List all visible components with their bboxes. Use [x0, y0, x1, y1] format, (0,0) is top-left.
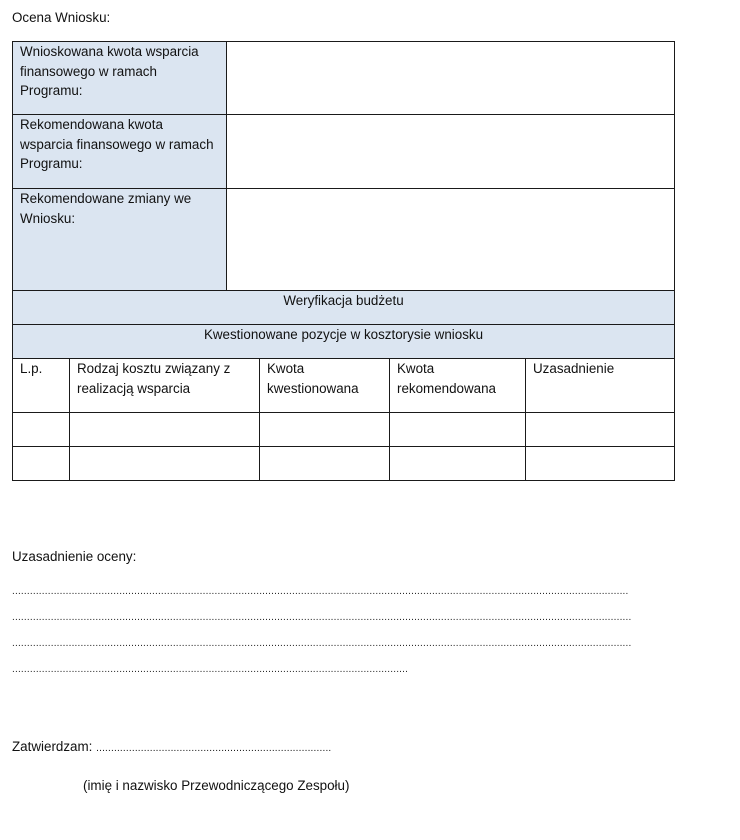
justification-line-3[interactable]: ................................................................................................................................................................................................................ — [12, 638, 632, 649]
table-row — [13, 447, 675, 481]
column-header-justification: Uzasadnienie — [526, 359, 675, 413]
cell-questioned-amount[interactable] — [260, 447, 390, 481]
approval-row — [12, 738, 331, 758]
justification-line-1[interactable]: ............................................................................................................................................................................................................... — [12, 586, 629, 597]
column-header-cost-type: Rodzaj kosztu związany z realizacją wsparcia — [70, 359, 260, 413]
justification-line-4[interactable]: ..................................................................................................................................... — [12, 664, 409, 675]
cell-justification[interactable] — [526, 413, 675, 447]
recommended-amount-label: Rekomendowana kwota wsparcia finansowego w ramach Programu: — [13, 115, 227, 189]
approval-signature-line[interactable]: ............................................................................... — [96, 743, 332, 754]
column-header-recommended-amount: Kwota rekomendowana — [390, 359, 526, 413]
recommended-changes-label: Rekomendowane zmiany we Wniosku: — [13, 189, 227, 291]
cell-recommended-amount[interactable] — [390, 447, 526, 481]
budget-table-header — [13, 359, 675, 413]
recommended-amount-field[interactable] — [227, 115, 675, 189]
justification-heading — [12, 548, 136, 566]
requested-amount-field[interactable] — [227, 42, 675, 115]
cell-lp[interactable] — [13, 447, 70, 481]
budget-section-title: Weryfikacja budżetu — [13, 291, 675, 325]
cell-lp[interactable] — [13, 413, 70, 447]
cell-recommended-amount[interactable] — [390, 413, 526, 447]
approval-label: Zatwierdzam: — [12, 739, 93, 754]
recommended-changes-row — [13, 189, 675, 291]
cell-cost-type[interactable] — [70, 413, 260, 447]
approval-name-hint: (imię i nazwisko Przewodniczącego Zespołu) — [83, 778, 350, 793]
table-row — [13, 413, 675, 447]
justification-label: Uzasadnienie oceny — [12, 549, 133, 564]
questioned-items-row — [13, 325, 675, 359]
recommended-changes-field[interactable] — [227, 189, 675, 291]
budget-section-row — [13, 291, 675, 325]
cell-cost-type[interactable] — [70, 447, 260, 481]
requested-amount-label: Wnioskowana kwota wsparcia finansowego w ramach Programu: — [13, 42, 227, 115]
column-header-questioned-amount: Kwota kwestionowana — [260, 359, 390, 413]
justification-line-2[interactable]: ................................................................................................................................................................................................................ — [12, 612, 632, 623]
cell-questioned-amount[interactable] — [260, 413, 390, 447]
column-header-lp: L.p. — [13, 359, 70, 413]
justification-colon: : — [132, 549, 137, 564]
cell-justification[interactable] — [526, 447, 675, 481]
evaluation-table — [12, 41, 675, 481]
questioned-items-title: Kwestionowane pozycje w kosztorysie wniosku — [13, 325, 675, 359]
requested-amount-row — [13, 42, 675, 115]
recommended-amount-row — [13, 115, 675, 189]
form-heading: Ocena Wniosku: — [12, 10, 111, 25]
